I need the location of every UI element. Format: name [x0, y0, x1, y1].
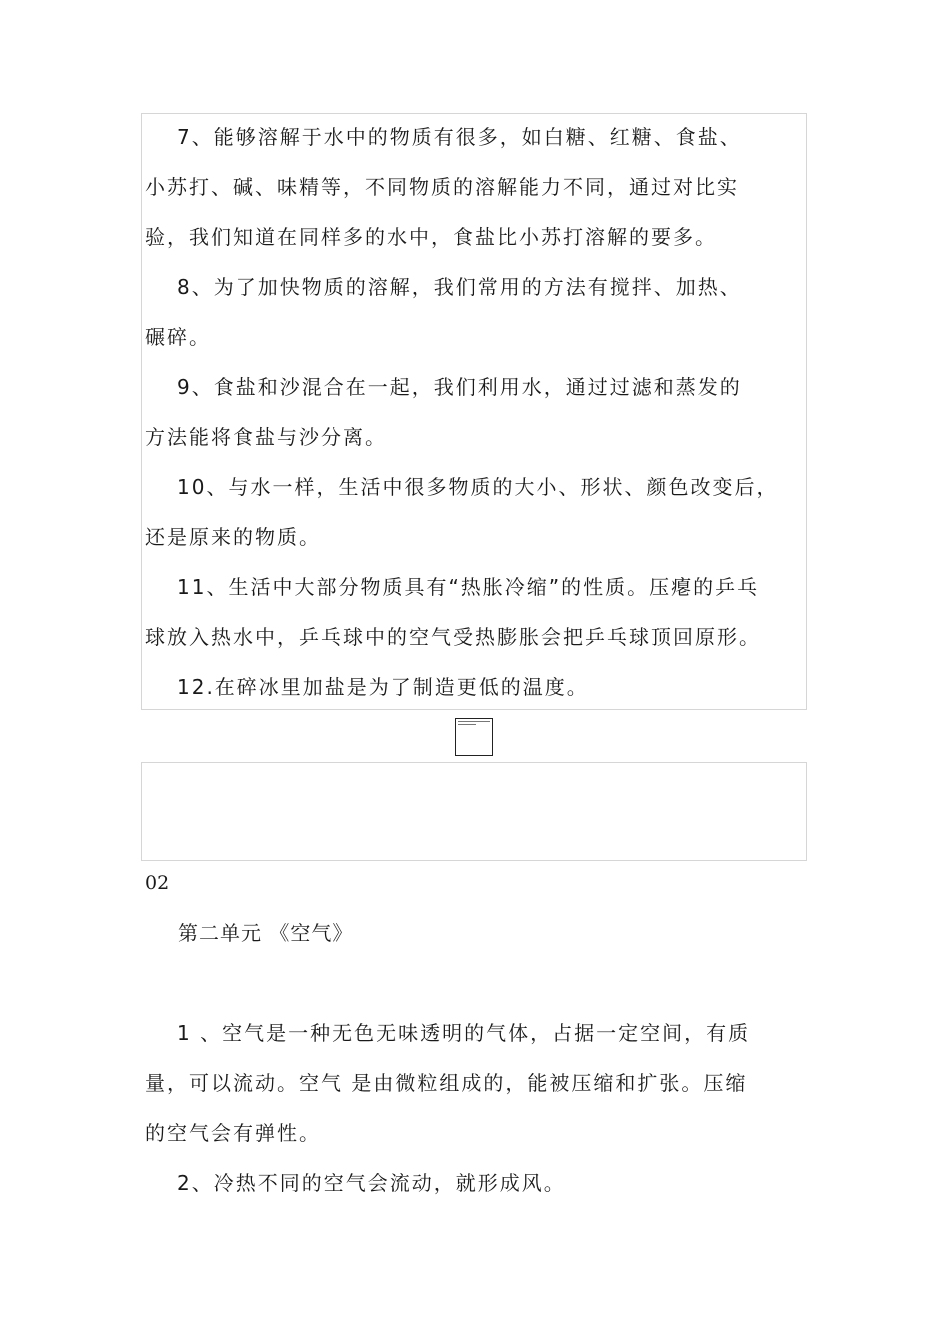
paragraph-line: 还是原来的物质。	[145, 525, 321, 549]
paragraph-line: 9、食盐和沙混合在一起，我们利用水，通过过滤和蒸发的	[177, 375, 742, 399]
unit-title: 第二单元 《空气》	[178, 921, 354, 945]
paragraph-9	[145, 362, 807, 462]
paragraph-line: 的空气会有弹性。	[145, 1121, 321, 1145]
paragraph-line: 碾碎。	[145, 325, 211, 349]
paragraph-10	[145, 462, 807, 562]
paragraph-line: 8、为了加快物质的溶解，我们常用的方法有搅拌、加热、	[177, 275, 742, 299]
paragraph-8	[145, 262, 807, 362]
paragraph-air-1	[145, 1008, 807, 1158]
paragraph-line: 小苏打、碱、味精等，不同物质的溶解能力不同，通过对比实	[145, 175, 739, 199]
paragraph-line: 量，可以流动。空气 是由微粒组成的，能被压缩和扩张。压缩	[145, 1071, 748, 1095]
paragraph-line: 7、能够溶解于水中的物质有很多，如白糖、红糖、食盐、	[177, 125, 742, 149]
paragraph-line: 12.在碎冰里加盐是为了制造更低的温度。	[177, 675, 589, 699]
paragraph-line: 验，我们知道在同样多的水中，食盐比小苏打溶解的要多。	[145, 225, 717, 249]
paragraph-12	[145, 662, 807, 712]
paragraph-line: 1 、空气是一种无色无味透明的气体，占据一定空间，有质	[177, 1021, 751, 1045]
paragraph-line: 11、生活中大部分物质具有“热胀冷缩”的性质。压瘪的乒乓	[177, 575, 760, 599]
paragraph-air-2	[145, 1158, 807, 1208]
paragraph-line: 球放入热水中，乒乓球中的空气受热膨胀会把乒乓球顶回原形。	[145, 625, 761, 649]
section-number: 02	[145, 872, 170, 894]
content-frame-empty	[141, 762, 807, 861]
paragraph-7	[145, 112, 807, 262]
paragraph-11	[145, 562, 807, 662]
page-thumbnail-icon	[455, 718, 493, 756]
paragraph-line: 10、与水一样，生活中很多物质的大小、形状、颜色改变后，	[177, 475, 779, 499]
paragraph-line: 2、冷热不同的空气会流动，就形成风。	[177, 1171, 566, 1195]
paragraph-line: 方法能将食盐与沙分离。	[145, 425, 387, 449]
